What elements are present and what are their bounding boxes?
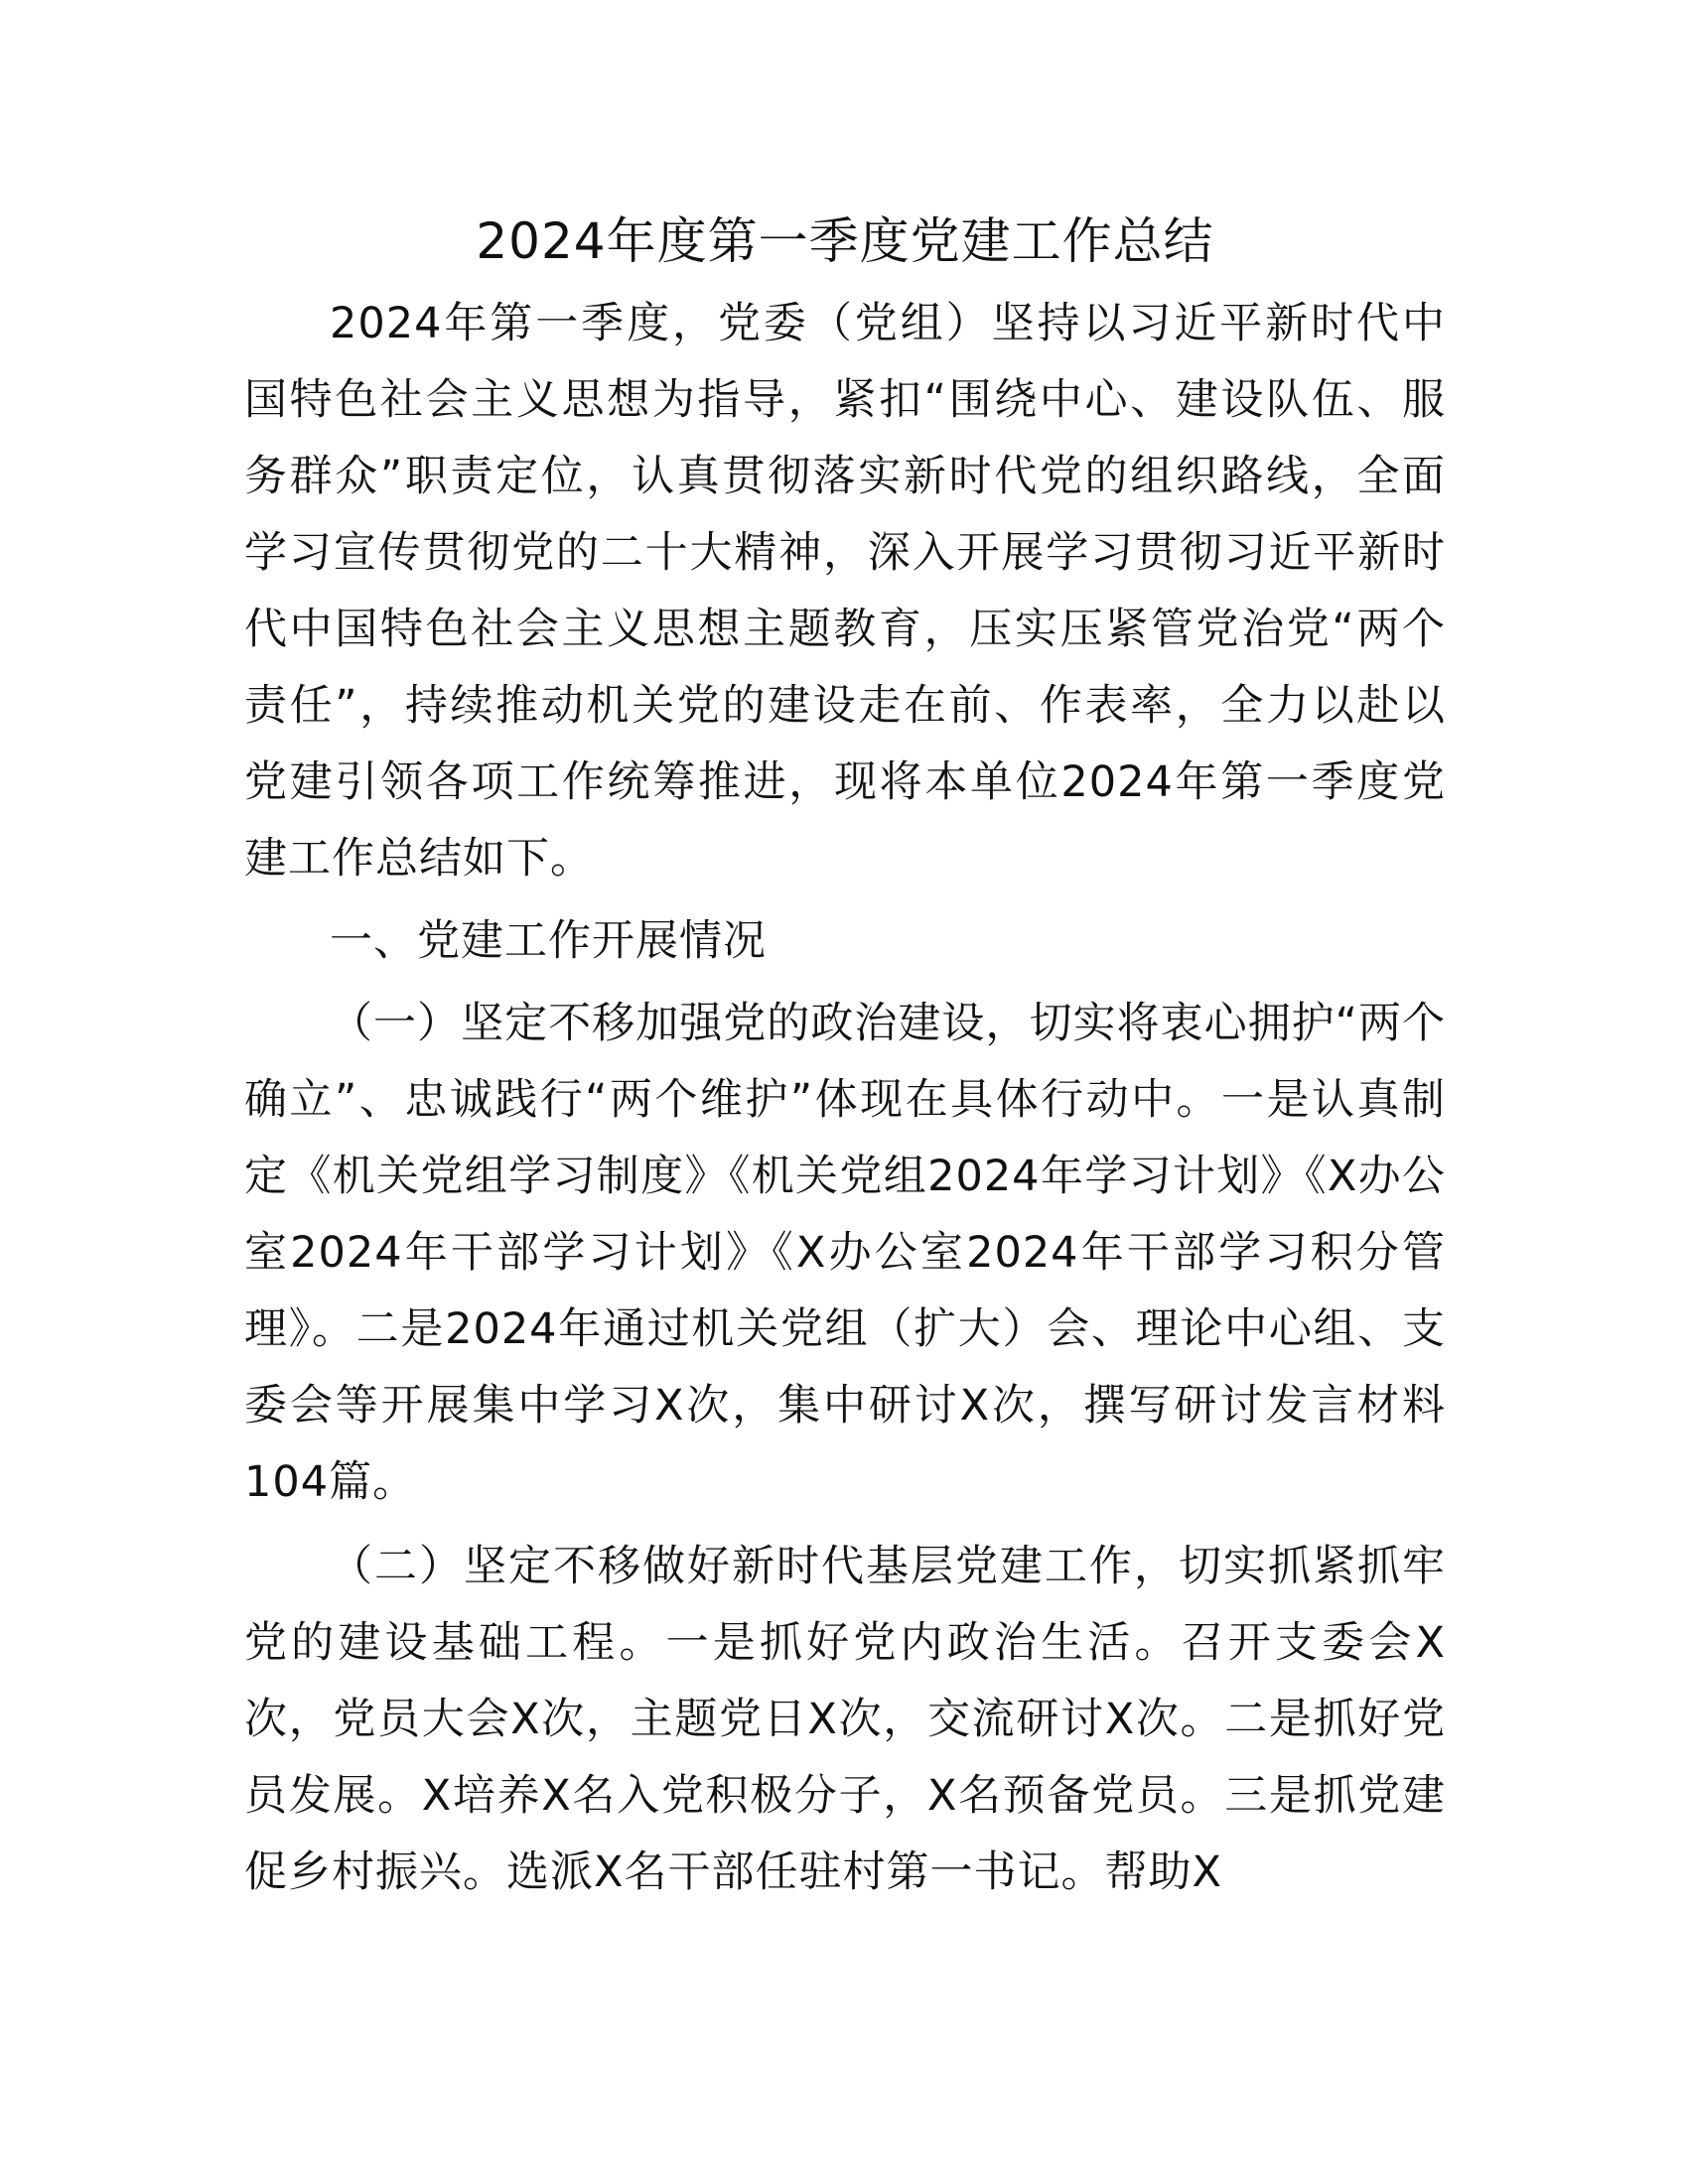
section-heading: 一、党建工作开展情况 <box>330 916 767 966</box>
intro-paragraph: 2024年第一季度，党委（党组）坚持以习近平新时代中国特色社会主义思想为指导，紧扣“围绕中心、建设队伍、服务群众”职责定位，认真贯彻落实新时代党的组织路线，全面学习宣传贯彻党的二十大精神，深入开展学习贯彻习近平新时代中国特色社会主义思想主题教育，压实压紧管党治党“两个责任”，持续推动机关党的建设走在前、作表率，全力以赴以党建引领各项工作统筹推进，现将本单位2024年第一季度党建工作总结如下。 <box>244 299 1446 884</box>
document-title: 2024年度第一季度党建工作总结 <box>476 212 1214 270</box>
item-paragraph-1: （一）坚定不移加强党的政治建设，切实将衷心拥护“两个确立”、忠诚践行“两个维护”体现在具体行动中。一是认真制定《机关党组学习制度》《机关党组2024年学习计划》《X办公室2024年干部学习计划》《X办公室2024年干部学习积分管理》。二是2024年通过机关党组（扩大）会、理论中心组、支委会等开展集中学习X次，集中研讨X次，撰写研讨发言材料104篇。 <box>244 999 1446 1507</box>
item-paragraph-2: （二）坚定不移做好新时代基层党建工作，切实抓紧抓牢党的建设基础工程。一是抓好党内政治生活。召开支委会X次，党员大会X次，主题党日X次，交流研讨X次。二是抓好党员发展。X培养X名入党积极分子，X名预备党员。三是抓党建促乡村振兴。选派X名干部任驻村第一书记。帮助X <box>244 1542 1446 1897</box>
document-body <box>244 199 1446 1911</box>
